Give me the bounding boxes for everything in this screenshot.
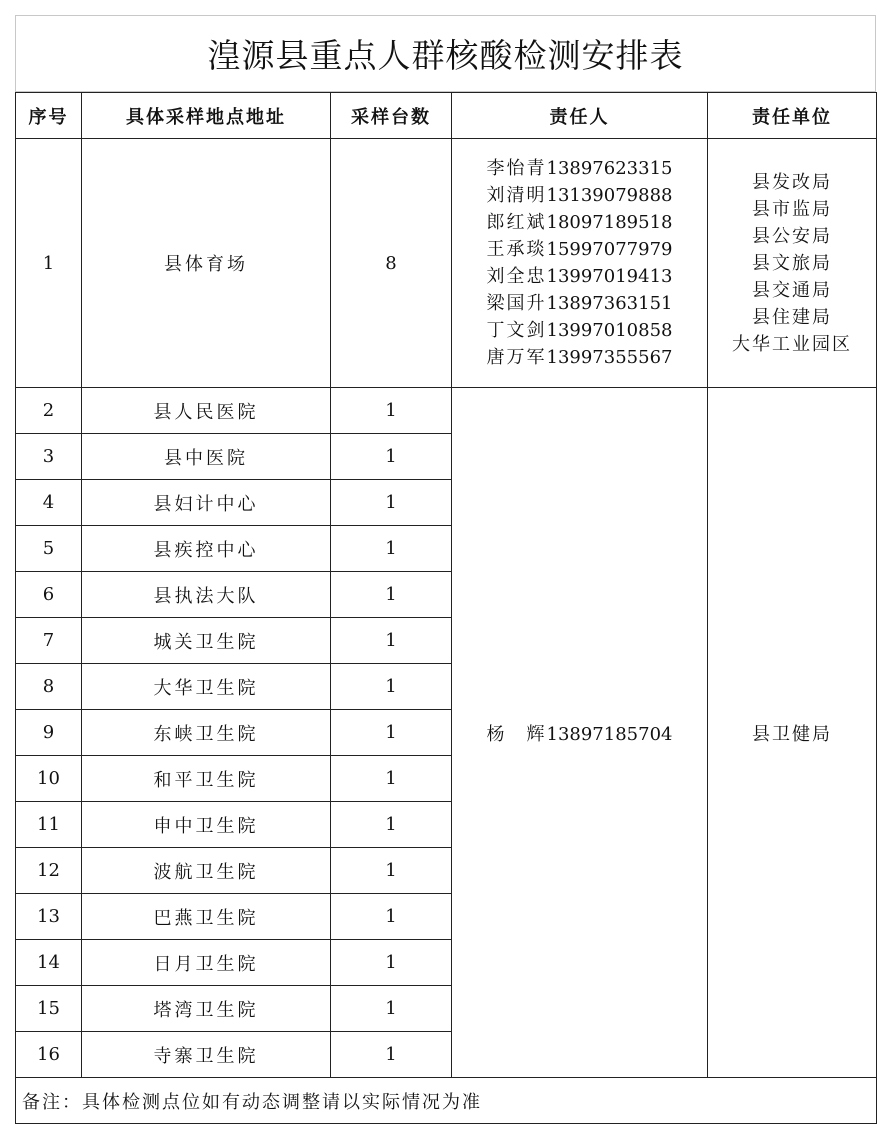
person-name: 唐万军 [486, 347, 547, 368]
group-person [487, 724, 673, 745]
person-entry [487, 182, 673, 209]
person-entry [487, 317, 673, 344]
row-location: 县中医院 [82, 434, 331, 480]
row-location: 大华卫生院 [82, 664, 331, 710]
person-name: 王承琰 [486, 239, 547, 260]
person-name: 李怡青 [486, 158, 547, 179]
note-text: 备注：具体检测点位如有动态调整请以实际情况为准 [16, 1078, 877, 1124]
person-phone: 13897623315 [546, 158, 673, 179]
row-location: 县妇计中心 [82, 480, 331, 526]
row-index: 5 [16, 526, 82, 572]
unit-list [732, 169, 852, 358]
person-phone: 13897363151 [546, 293, 673, 314]
header-unit: 责任单位 [708, 93, 877, 139]
table-row [16, 139, 877, 388]
row-index: 3 [16, 434, 82, 480]
header-index: 序号 [16, 93, 82, 139]
row-index: 6 [16, 572, 82, 618]
row-count: 1 [331, 664, 452, 710]
header-person: 责任人 [452, 93, 708, 139]
table-header-row [16, 93, 877, 139]
header-count: 采样台数 [331, 93, 452, 139]
table-row [16, 388, 877, 434]
row-index: 11 [16, 802, 82, 848]
group-person-phone: 13897185704 [546, 723, 673, 745]
row-count: 1 [331, 526, 452, 572]
row-index: 13 [16, 894, 82, 940]
person-entry [487, 155, 673, 182]
row-index: 4 [16, 480, 82, 526]
row-count: 1 [331, 940, 452, 986]
group-unit-cell: 县卫健局 [708, 388, 877, 1078]
row-index: 9 [16, 710, 82, 756]
unit-entry: 县公安局 [752, 225, 832, 247]
row-index: 12 [16, 848, 82, 894]
row-location: 波航卫生院 [82, 848, 331, 894]
row-location: 塔湾卫生院 [82, 986, 331, 1032]
note-row [16, 1078, 877, 1124]
row-location: 县体育场 [82, 139, 331, 388]
unit-entry: 县发改局 [752, 171, 832, 193]
person-name: 郎红斌 [486, 212, 547, 233]
row-location: 日月卫生院 [82, 940, 331, 986]
row-index: 15 [16, 986, 82, 1032]
row-count: 1 [331, 986, 452, 1032]
row-location: 县疾控中心 [82, 526, 331, 572]
row-count: 1 [331, 756, 452, 802]
row-location: 巴燕卫生院 [82, 894, 331, 940]
header-location: 具体采样地点地址 [82, 93, 331, 139]
person-entry [487, 236, 673, 263]
person-entry [487, 209, 673, 236]
row-index: 10 [16, 756, 82, 802]
row-count: 1 [331, 1032, 452, 1078]
person-entry [487, 344, 673, 371]
row-count: 1 [331, 710, 452, 756]
row-location: 申中卫生院 [82, 802, 331, 848]
person-phone: 18097189518 [546, 212, 673, 233]
group-person-name-first: 杨 [486, 723, 507, 745]
person-name: 梁国升 [486, 293, 547, 314]
title-box [15, 15, 876, 92]
row-index: 16 [16, 1032, 82, 1078]
row-count: 1 [331, 618, 452, 664]
arrangement-sheet [15, 15, 876, 1125]
group-person-cell [452, 388, 708, 1078]
row-location: 县执法大队 [82, 572, 331, 618]
person-phone: 15997077979 [546, 239, 673, 260]
row-location: 东峡卫生院 [82, 710, 331, 756]
person-list [487, 155, 673, 371]
row-count: 1 [331, 388, 452, 434]
schedule-table [15, 92, 877, 1124]
row-location: 寺寨卫生院 [82, 1032, 331, 1078]
row-location: 和平卫生院 [82, 756, 331, 802]
unit-entry: 县市监局 [752, 198, 832, 220]
unit-entry: 县交通局 [752, 279, 832, 301]
group-person-name-last: 辉 [526, 723, 547, 745]
page-title: 湟源县重点人群核酸检测安排表 [207, 36, 684, 75]
unit-entry: 县文旅局 [752, 252, 832, 274]
row-location: 城关卫生院 [82, 618, 331, 664]
row-index: 14 [16, 940, 82, 986]
person-cell [452, 139, 708, 388]
person-phone: 13997010858 [546, 320, 673, 341]
unit-entry: 大华工业园区 [732, 333, 852, 355]
person-name: 刘清明 [486, 185, 547, 206]
unit-entry: 县住建局 [752, 306, 832, 328]
person-entry [487, 290, 673, 317]
row-count: 1 [331, 894, 452, 940]
person-name: 丁文剑 [486, 320, 547, 341]
person-entry [487, 263, 673, 290]
row-count: 8 [331, 139, 452, 388]
row-index: 8 [16, 664, 82, 710]
unit-cell [708, 139, 877, 388]
row-count: 1 [331, 480, 452, 526]
row-index: 7 [16, 618, 82, 664]
row-count: 1 [331, 848, 452, 894]
row-count: 1 [331, 802, 452, 848]
row-count: 1 [331, 572, 452, 618]
row-index: 1 [16, 139, 82, 388]
person-name: 刘全忠 [486, 266, 547, 287]
person-phone: 13997019413 [546, 266, 673, 287]
row-location: 县人民医院 [82, 388, 331, 434]
row-count: 1 [331, 434, 452, 480]
row-index: 2 [16, 388, 82, 434]
person-phone: 13139079888 [546, 185, 673, 206]
person-phone: 13997355567 [546, 347, 673, 368]
